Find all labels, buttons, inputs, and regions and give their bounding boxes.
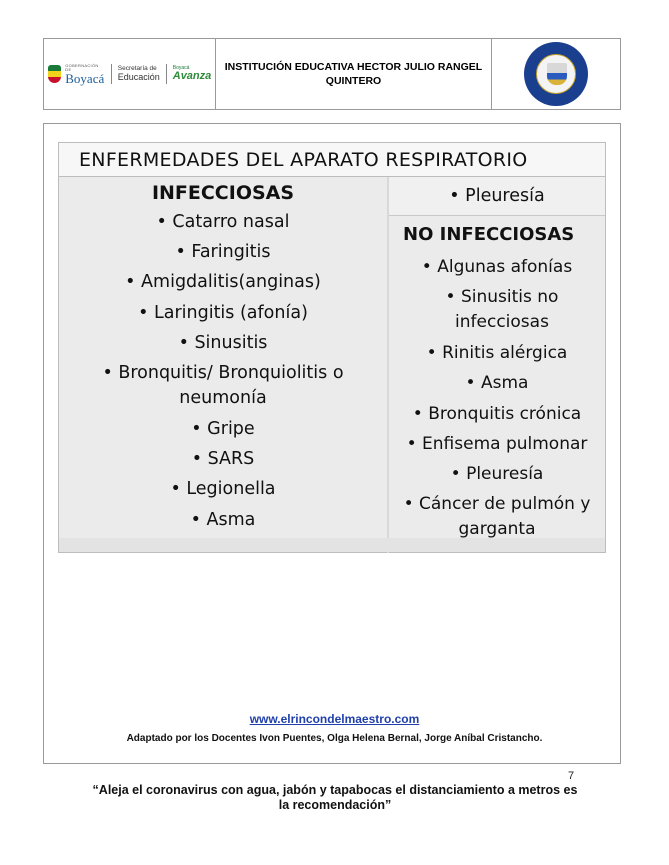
list-item: • Rinitis alérgica	[426, 343, 568, 364]
list-item: • Faringitis	[175, 242, 271, 263]
institution-line2: QUINTERO	[325, 75, 382, 87]
header-logos	[44, 39, 216, 109]
list-item: • Sinusitis	[178, 332, 268, 353]
list-item: • Enfisema pulmonar	[406, 433, 588, 454]
avanza-logo-name: Avanza	[172, 70, 212, 82]
secretaria-line1: Secretaría de	[117, 64, 157, 72]
credit-text: Adaptado por los Docentes Ivon Puentes, Olga Helena Bernal, Jorge Aníbal Cristancho.	[126, 733, 543, 744]
avanza-logo-small: Boyacá	[172, 65, 190, 71]
list-item: • Bronquitis/ Bronquiolitis o neumonía	[102, 363, 344, 409]
list-item: • Laringitis (afonía)	[138, 302, 308, 323]
avanza-logo	[173, 66, 212, 82]
list-item: • SARS	[191, 449, 255, 470]
no-infecciosas-column	[389, 177, 605, 545]
list-item: • Gripe	[191, 419, 255, 440]
list-item: • Bronquitis crónica	[412, 403, 582, 424]
list-item: • Algunas afonías	[421, 257, 573, 277]
secretaria-logo	[118, 66, 160, 82]
institution-name	[216, 39, 492, 109]
page-number: 7	[568, 770, 575, 782]
seal-inner	[536, 54, 576, 94]
list-item: • Sinusitis no infecciosas	[445, 287, 559, 333]
boyaca-crest-icon	[48, 65, 62, 83]
list-item: • Catarro nasal	[156, 212, 290, 232]
boyaca-logo-small: GOBERNACIÓN DE	[65, 62, 99, 72]
secretaria-line2: Educación	[117, 71, 160, 82]
footer-slogan: “Aleja el coronavirus con agua, jabón y tapabocas el distanciamiento a metros es la recomendación”	[92, 783, 578, 812]
logo-row	[48, 64, 212, 85]
no-infecciosas-heading: NO INFECCIOSAS	[403, 224, 575, 245]
institution-line1: INSTITUCIÓN EDUCATIVA HECTOR JULIO RANGEL	[224, 61, 483, 73]
list-item: • Asma	[190, 509, 256, 530]
infecciosas-heading: INFECCIOSAS	[151, 182, 295, 204]
list-item: • Cáncer de pulmón y garganta	[403, 494, 591, 540]
list-item: • Amigdalitis(anginas)	[125, 272, 321, 293]
list-item: • Pleuresía	[450, 464, 544, 485]
list-item: • Asma	[465, 373, 529, 394]
logo-divider-2	[166, 64, 167, 84]
list-item: • Legionella	[170, 479, 276, 500]
boyaca-logo	[65, 64, 105, 85]
source-link[interactable]: www.elrincondelmaestro.com	[249, 712, 420, 726]
page-header	[43, 38, 621, 110]
header-seal-cell	[492, 39, 620, 109]
boyaca-logo-name: Boyacá	[65, 70, 105, 86]
diagram-title: ENFERMEDADES DEL APARATO RESPIRATORIO	[59, 143, 605, 177]
seal-shield-icon	[547, 63, 567, 85]
infecciosas-column	[59, 179, 387, 535]
logo-divider	[111, 64, 112, 84]
institution-seal-icon	[524, 42, 588, 106]
pleuresia-top-item: • Pleuresía	[389, 177, 605, 216]
respiratory-diseases-diagram	[58, 142, 606, 553]
